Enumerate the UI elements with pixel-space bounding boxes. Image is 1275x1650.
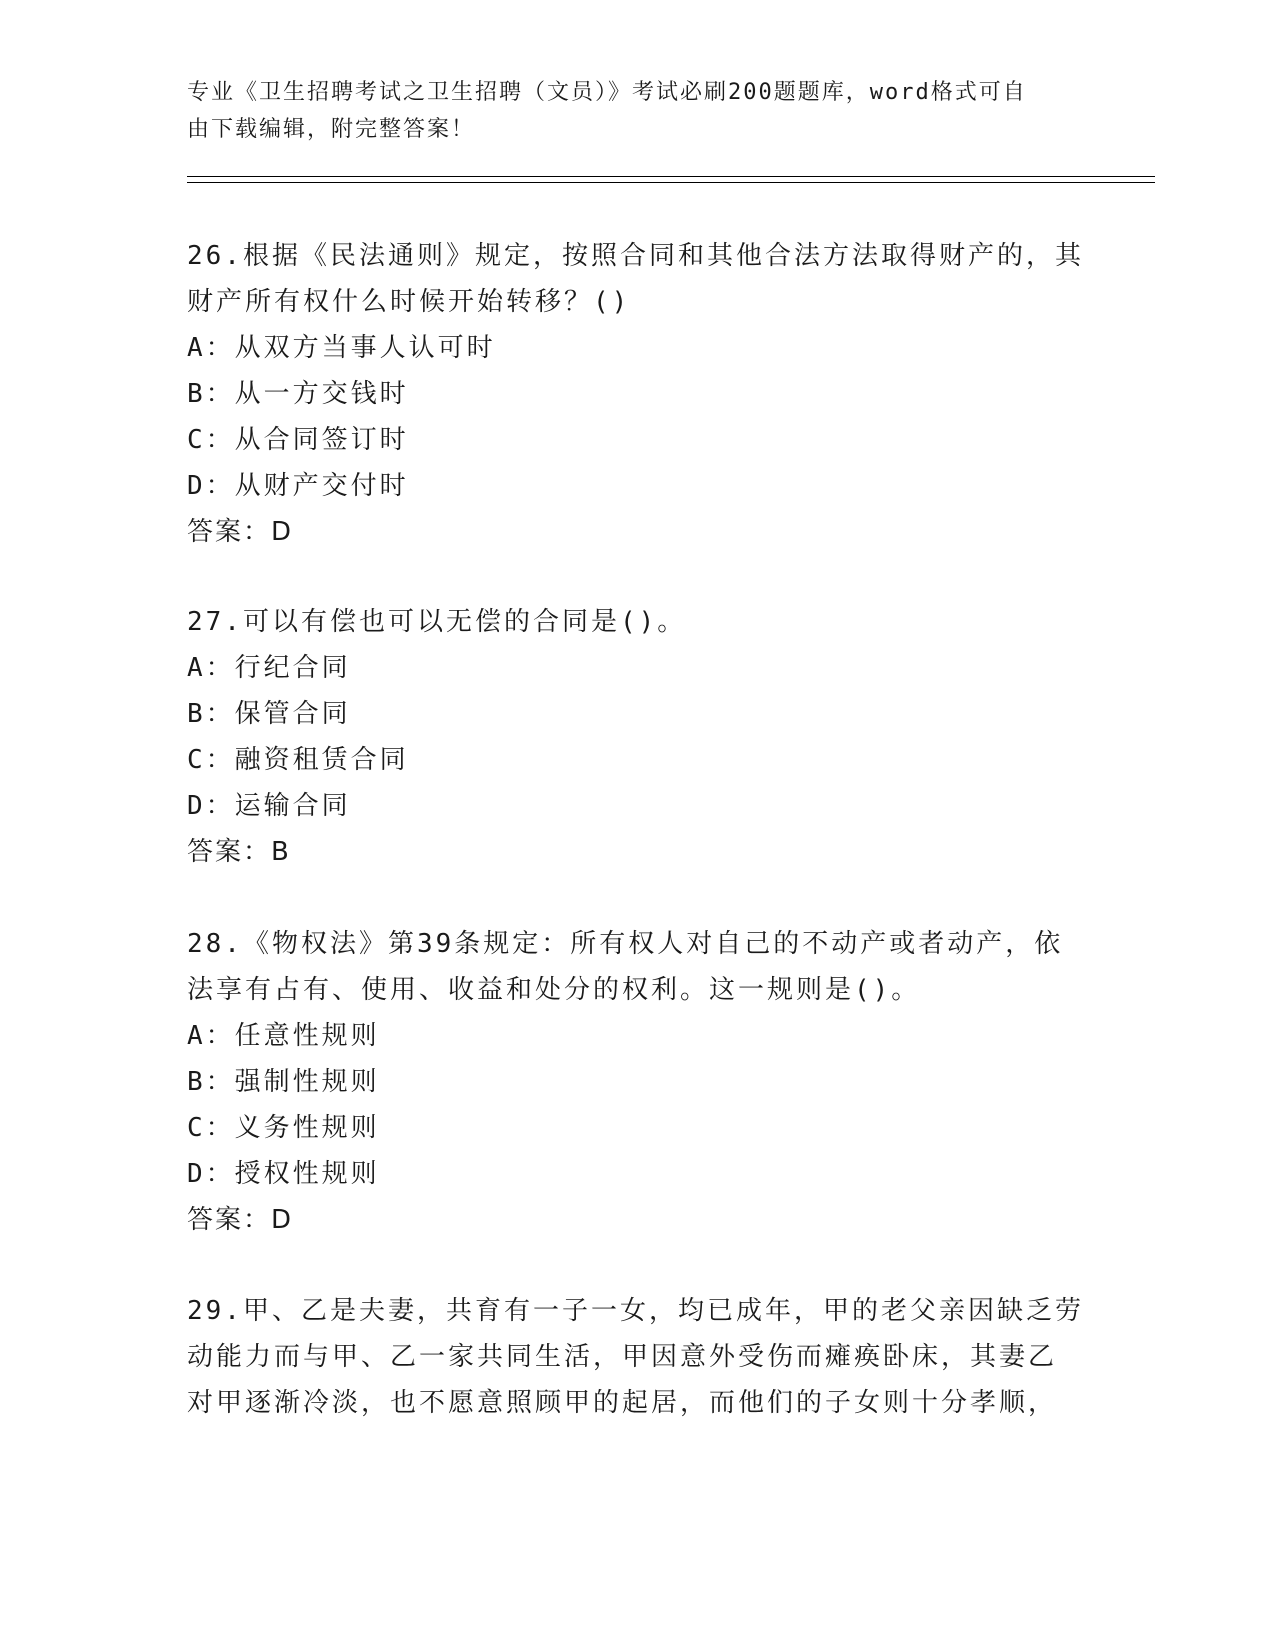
option-b: B：保管合同	[187, 699, 351, 729]
option-c: C：从合同签订时	[187, 425, 409, 455]
option-b: B：强制性规则	[187, 1067, 380, 1097]
option-d: D：授权性规则	[187, 1159, 380, 1189]
question-29	[187, 1288, 1087, 1426]
question-text-line: 法享有占有、使用、收益和处分的权利。这一规则是()。	[187, 975, 921, 1005]
header-divider-top	[187, 176, 1155, 177]
header-divider-bottom	[187, 182, 1155, 183]
question-text-line: 26.根据《民法通则》规定，按照合同和其他合法方法取得财产的，其	[187, 241, 1084, 271]
question-text-line: 27.可以有偿也可以无偿的合同是()。	[187, 607, 687, 637]
document-header	[187, 74, 1067, 148]
answer-line: 答案：D	[187, 517, 294, 547]
header-line-1: 专业《卫生招聘考试之卫生招聘（文员）》考试必刷200题题库，word格式可自	[187, 80, 1027, 105]
answer-line: 答案：B	[187, 837, 291, 867]
question-text-line: 财产所有权什么时候开始转移？()	[187, 287, 631, 317]
question-text-line: 动能力而与甲、乙一家共同生活，甲因意外受伤而瘫痪卧床，其妻乙	[187, 1342, 1058, 1372]
question-26	[187, 233, 1087, 555]
question-text-line: 29.甲、乙是夫妻，共育有一子一女，均已成年，甲的老父亲因缺乏劳	[187, 1296, 1084, 1326]
question-28	[187, 921, 1087, 1243]
header-line-2: 由下载编辑，附完整答案！	[187, 117, 476, 142]
option-d: D：运输合同	[187, 791, 351, 821]
question-text-line: 28.《物权法》第39条规定：所有权人对自己的不动产或者动产，依	[187, 929, 1064, 959]
option-c: C：融资租赁合同	[187, 745, 409, 775]
option-a: A：从双方当事人认可时	[187, 333, 496, 363]
question-text-line: 对甲逐渐冷淡，也不愿意照顾甲的起居，而他们的子女则十分孝顺，	[187, 1388, 1058, 1418]
option-b: B：从一方交钱时	[187, 379, 409, 409]
answer-line: 答案：D	[187, 1205, 294, 1235]
option-d: D：从财产交付时	[187, 471, 409, 501]
question-27	[187, 599, 1087, 875]
option-a: A：行纪合同	[187, 653, 351, 683]
option-a: A：任意性规则	[187, 1021, 380, 1051]
option-c: C：义务性规则	[187, 1113, 380, 1143]
